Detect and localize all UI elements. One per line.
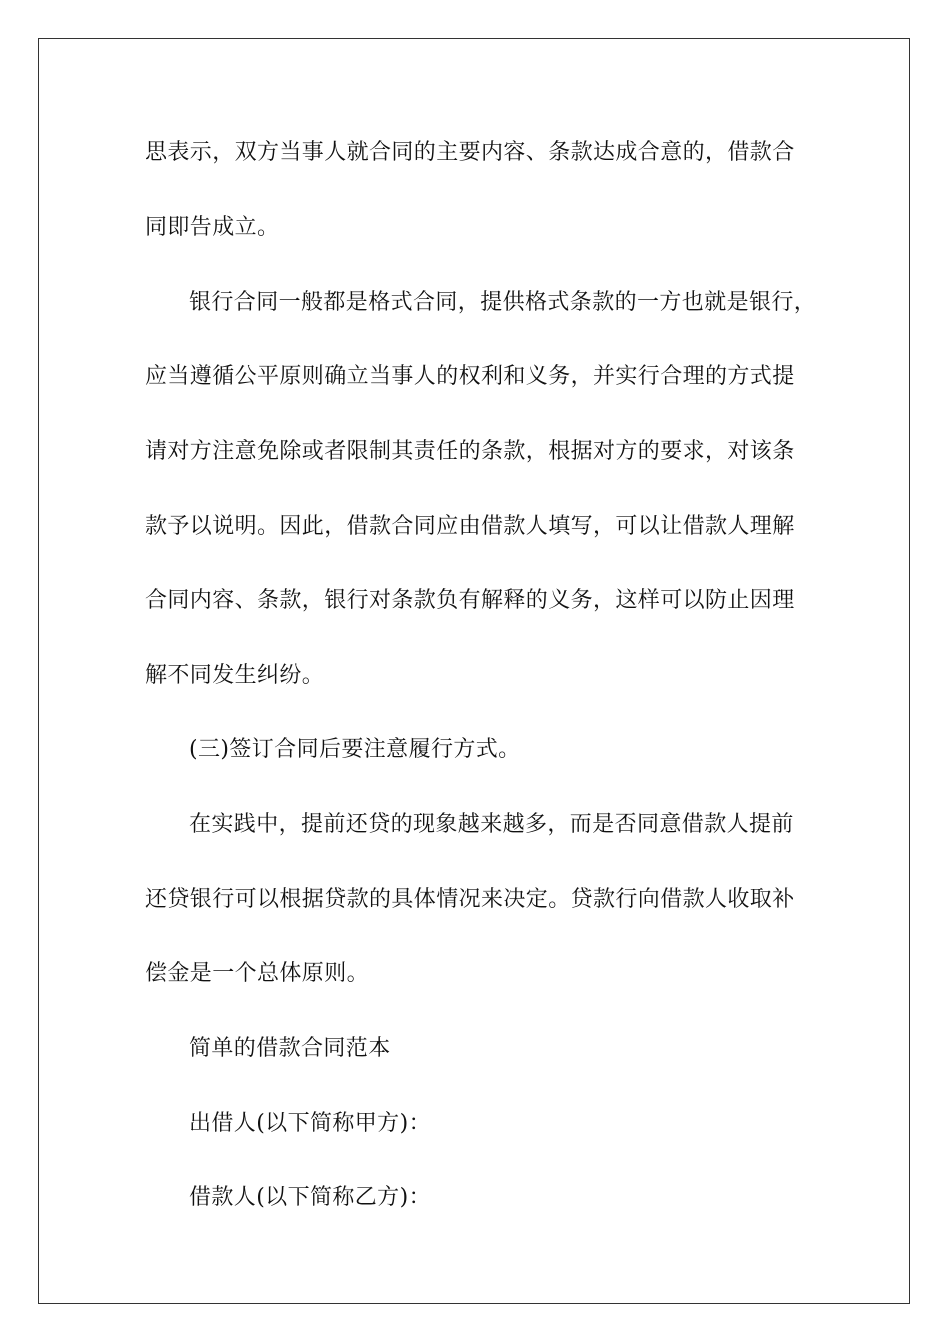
paragraph-line: 在实践中，提前还贷的现象越来越多，而是否同意借款人提前	[189, 812, 794, 837]
paragraph-line: 还贷银行可以根据贷款的具体情况来决定。贷款行向借款人收取补	[145, 887, 795, 912]
paragraph-line: 同即告成立。	[145, 215, 280, 240]
paragraph-line: 请对方注意免除或者限制其责任的条款，根据对方的要求，对该条	[145, 439, 795, 464]
paragraph-line: 偿金是一个总体原则。	[145, 961, 370, 986]
paragraph-line: 解不同发生纠纷。	[145, 663, 325, 688]
paragraph-line: 思表示，双方当事人就合同的主要内容、条款达成合意的，借款合	[145, 140, 795, 165]
borrower-field-label: 借款人(以下简称乙方)：	[189, 1185, 431, 1210]
contract-title: 简单的借款合同范本	[189, 1036, 391, 1061]
section-heading: (三)签订合同后要注意履行方式。	[189, 737, 521, 762]
paragraph-line: 合同内容、条款，银行对条款负有解释的义务，这样可以防止因理	[145, 588, 795, 613]
paragraph-line: 款予以说明。因此，借款合同应由借款人填写，可以让借款人理解	[145, 514, 795, 539]
paragraph-line: 应当遵循公平原则确立当事人的权利和义务，并实行合理的方式提	[145, 364, 795, 389]
lender-field-label: 出借人(以下简称甲方)：	[189, 1111, 431, 1136]
paragraph-line: 银行合同一般都是格式合同，提供格式条款的一方也就是银行，	[189, 290, 817, 315]
